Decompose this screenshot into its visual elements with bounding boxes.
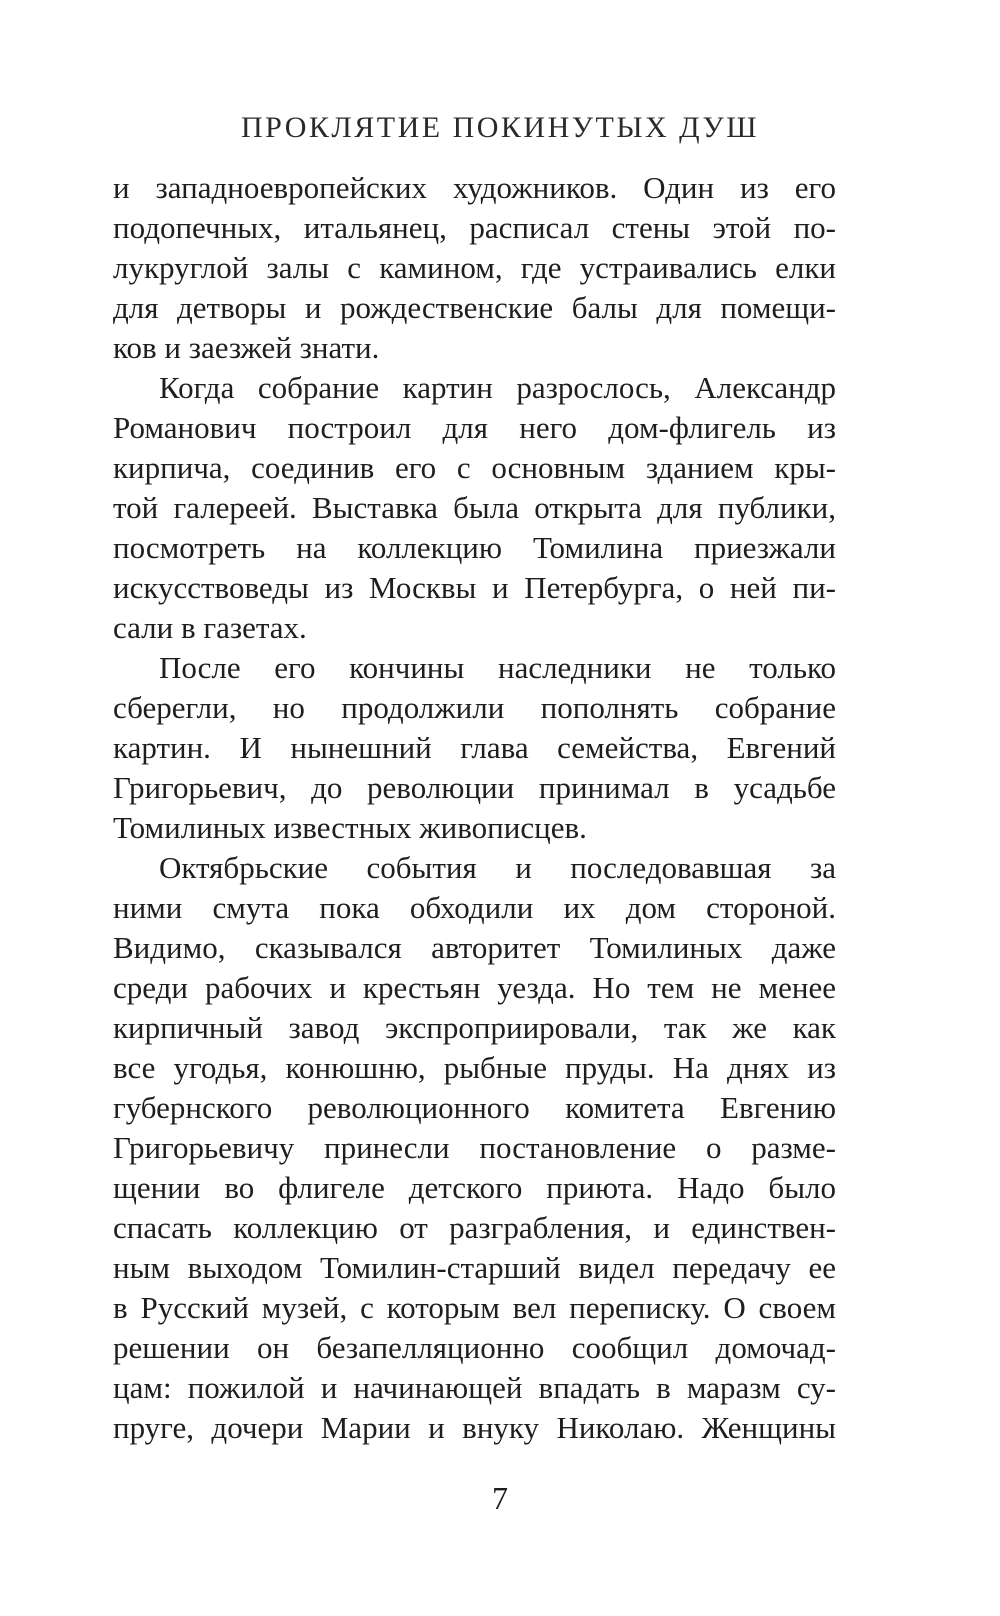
text-line: искусствоведы из Москвы и Петербурга, о ней пи-	[113, 570, 836, 605]
text-line: Григорьевич, до революции принимал в усадьбе	[113, 770, 836, 805]
body-text	[113, 168, 836, 1448]
text-line: После его кончины наследники не только	[159, 650, 836, 685]
text-line: лукруглой залы с камином, где устраивались елки	[113, 250, 836, 285]
text-line: спасать коллекцию от разграбления, и единствен-	[113, 1210, 836, 1245]
text-line: Григорьевичу принесли постановление о разме-	[113, 1130, 836, 1165]
text-line: решении он безапелляционно сообщил домочад-	[113, 1330, 836, 1365]
text-line: картин. И нынешний глава семейства, Евгений	[113, 730, 836, 765]
text-line: пруге, дочери Марии и внуку Николаю. Женщины	[113, 1410, 836, 1445]
text-line: кирпича, соединив его с основным зданием кры-	[113, 450, 836, 485]
running-title: ПРОКЛЯТИЕ ПОКИНУТЫХ ДУШ	[241, 111, 759, 144]
text-line: ними смута пока обходили их дом стороной.	[113, 890, 836, 925]
text-line: Октябрьские события и последовавшая за	[159, 850, 836, 885]
text-line: сали в газетах.	[113, 610, 307, 645]
text-line: щении во флигеле детского приюта. Надо было	[113, 1170, 836, 1205]
text-line: посмотреть на коллекцию Томилина приезжали	[113, 530, 836, 565]
text-line: Видимо, сказывался авторитет Томилиных даже	[113, 930, 836, 965]
text-line: подопечных, итальянец, расписал стены этой по-	[113, 210, 836, 245]
text-line: и западноевропейских художников. Один из его	[113, 170, 836, 205]
text-line: среди рабочих и крестьян уезда. Но тем не менее	[113, 970, 836, 1005]
text-line: Когда собрание картин разрослось, Александр	[159, 370, 836, 405]
text-line: цам: пожилой и начинающей впадать в маразм су-	[113, 1370, 836, 1405]
text-line: ным выходом Томилин-старший видел передачу ее	[113, 1250, 836, 1285]
text-line: губернского революционного комитета Евгению	[113, 1090, 836, 1125]
text-line: Романович построил для него дом-флигель из	[113, 410, 836, 445]
text-line: сберегли, но продолжили пополнять собрание	[113, 690, 836, 725]
text-line: кирпичный завод экспроприировали, так же как	[113, 1010, 836, 1045]
text-line: Томилиных известных живописцев.	[113, 810, 587, 845]
text-line: для детворы и рождественские балы для помещи-	[113, 290, 836, 325]
text-line: той галереей. Выставка была открыта для публики,	[113, 490, 836, 525]
text-line: все угодья, конюшню, рыбные пруды. На днях из	[113, 1050, 836, 1085]
text-line: в Русский музей, с которым вел переписку. О своем	[113, 1290, 836, 1325]
page-number: 7	[492, 1480, 508, 1516]
text-line: ков и заезжей знати.	[113, 330, 380, 365]
